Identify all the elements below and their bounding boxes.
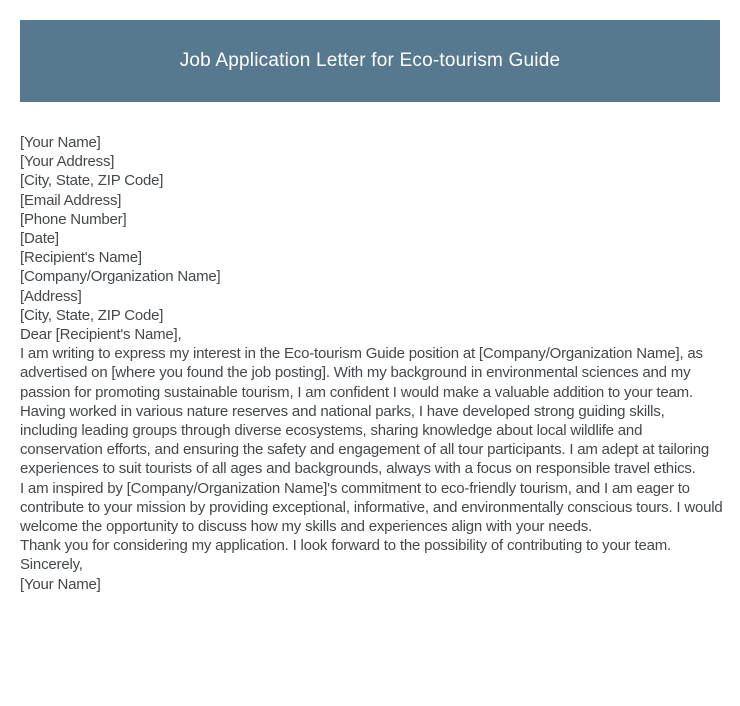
company-name-line: [Company/Organization Name]	[20, 268, 221, 286]
letter-page	[0, 20, 740, 594]
letter-body	[20, 133, 723, 594]
recipient-city-state-zip-line: [City, State, ZIP Code]	[20, 306, 164, 324]
paragraph-motivation: I am inspired by [Company/Organization Name]'s commitment to eco-friendly tourism, and I am eager to contribute to your mission by providing exceptional, informative, and environmentally conscious tours. I would welcome the opportunity to discuss how my skills and experiences align with your needs.	[20, 479, 723, 536]
salutation-line: Dear [Recipient's Name],	[20, 326, 182, 344]
recipient-address-line: [Address]	[20, 287, 82, 305]
page-title: Job Application Letter for Eco-tourism Guide	[179, 50, 561, 71]
sender-email-line: [Email Address]	[20, 191, 122, 209]
date-line: [Date]	[20, 230, 59, 248]
sender-city-state-zip-line: [City, State, ZIP Code]	[20, 172, 164, 190]
sender-address-line: [Your Address]	[20, 153, 115, 171]
header-banner	[20, 20, 720, 102]
recipient-name-line: [Recipient's Name]	[20, 249, 142, 267]
paragraph-intro: I am writing to express my interest in the Eco-tourism Guide position at [Company/Organization Name], as advertised on [where you found the job posting]. With my background in environmental sciences and my passion for promoting sustainable tourism, I am confident I would make a valuable addition to your team.	[20, 345, 703, 401]
paragraph-experience: Having worked in various nature reserves and national parks, I have developed strong guiding skills, including leading groups through diverse ecosystems, sharing knowledge about local wildlife and conservation efforts, and ensuring the safety and engagement of all tour participants. I am adept at tailoring experiences to suit tourists of all ages and backgrounds, always with a focus on responsible travel ethics.	[20, 402, 709, 478]
closing-line: Sincerely,	[20, 556, 83, 574]
sender-phone-line: [Phone Number]	[20, 210, 127, 228]
signature-line: [Your Name]	[20, 575, 101, 593]
paragraph-thanks: Thank you for considering my application. I look forward to the possibility of contributing to your team.	[20, 537, 672, 555]
sender-name-line: [Your Name]	[20, 134, 101, 151]
